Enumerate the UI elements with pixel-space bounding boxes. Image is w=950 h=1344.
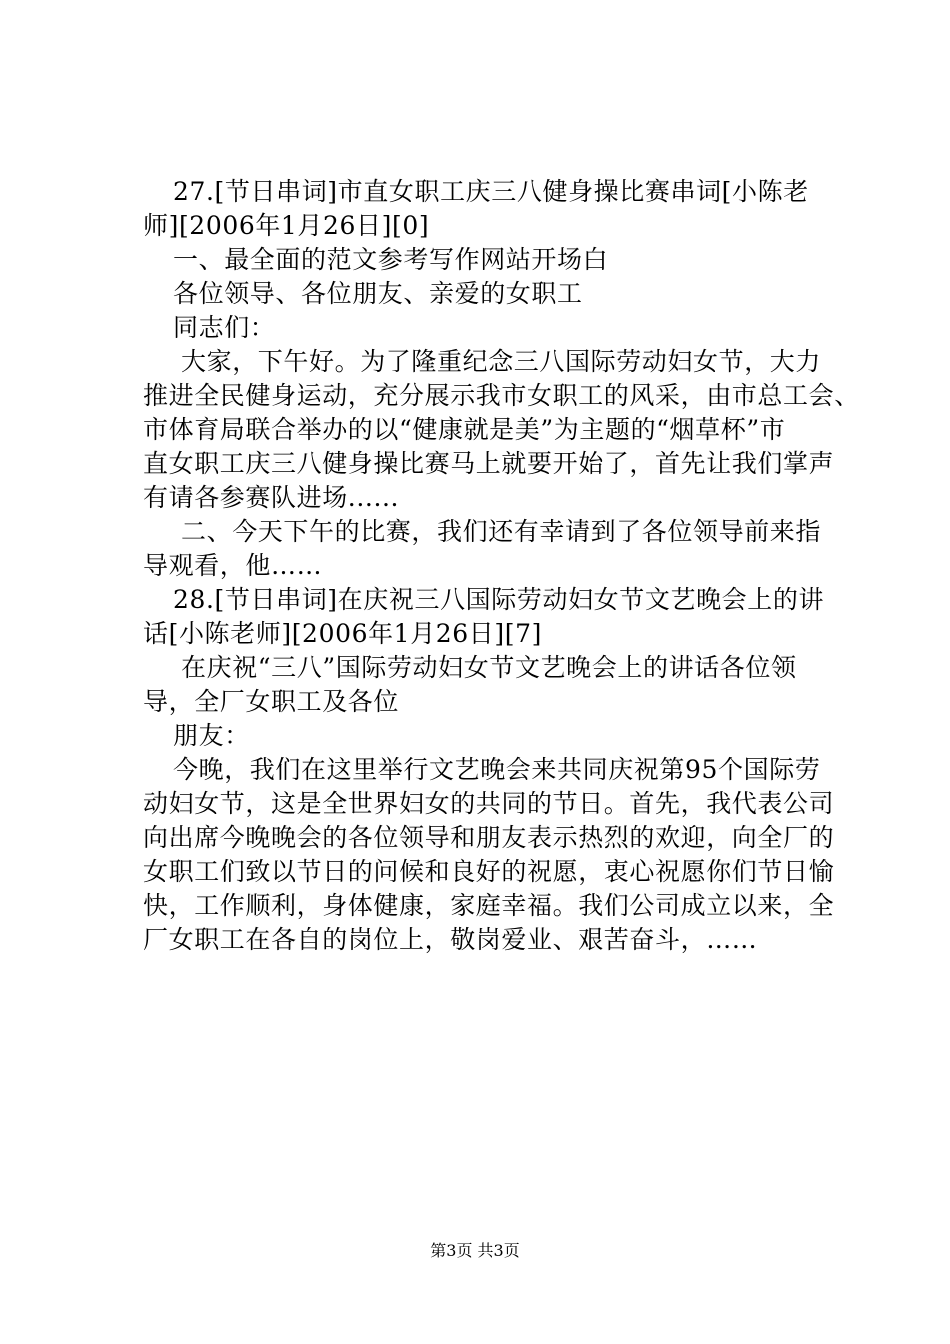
item-27-title-line-1: 27.[节日串词]市直女职工庆三八健身操比赛串词[小陈老 <box>173 177 809 206</box>
greeting-line: 各位领导、各位朋友、亲爱的女职工 <box>173 279 583 308</box>
section-heading-second: 二、今天下午的比赛，我们还有幸请到了各位领导前来指 <box>181 517 822 546</box>
item-28-title-line-2: 话[小陈老师][2006年1月26日][7] <box>143 619 542 648</box>
paragraph-line: 推进全民健身运动，充分展示我市女职工的风采，由市总工会、 <box>143 381 860 410</box>
paragraph-line: 大家，下午好。为了隆重纪念三八国际劳动妇女节，大力 <box>181 347 822 376</box>
paragraph-line: 动妇女节，这是全世界妇女的共同的节日。首先，我代表公司 <box>143 789 835 818</box>
document-body <box>143 175 860 957</box>
paragraph-line: 有请各参赛队进场...... <box>143 483 400 512</box>
paragraph-line: 快，工作顺利，身体健康，家庭幸福。我们公司成立以来，全 <box>143 891 835 920</box>
paragraph-line: 厂女职工在各自的岗位上，敬岗爱业、艰苦奋斗，…… <box>143 925 758 954</box>
greeting-comrades: 同志们： <box>173 313 276 342</box>
paragraph-line: 导观看，他…… <box>143 551 323 580</box>
paragraph-line: 市体育局联合举办的以“健康就是美”为主题的“烟草杯”市 <box>143 415 786 444</box>
item-28-title-line-1: 28.[节日串词]在庆祝三八国际劳动妇女节文艺晚会上的讲 <box>173 585 825 614</box>
paragraph-line: 直女职工庆三八健身操比赛马上就要开始了，首先让我们掌声 <box>143 449 835 478</box>
paragraph-line: 今晚，我们在这里举行文艺晚会来共同庆祝第95个国际劳 <box>173 755 821 784</box>
paragraph-line: 女职工们致以节日的问候和良好的祝愿，衷心祝愿你们节日愉 <box>143 857 835 886</box>
speech-title-line: 在庆祝“三八”国际劳动妇女节文艺晚会上的讲话各位领 <box>181 653 797 682</box>
page-number-footer: 第3页 共3页 <box>430 1241 520 1260</box>
paragraph-line: 向出席今晚晚会的各位领导和朋友表示热烈的欢迎，向全厂的 <box>143 823 835 852</box>
speech-greeting-line: 导，全厂女职工及各位 <box>143 687 400 716</box>
item-27-title-line-2: 师][2006年1月26日][0] <box>143 211 430 240</box>
section-heading-opening: 一、最全面的范文参考写作网站开场白 <box>173 245 609 274</box>
speech-greeting-friends: 朋友： <box>173 721 250 750</box>
